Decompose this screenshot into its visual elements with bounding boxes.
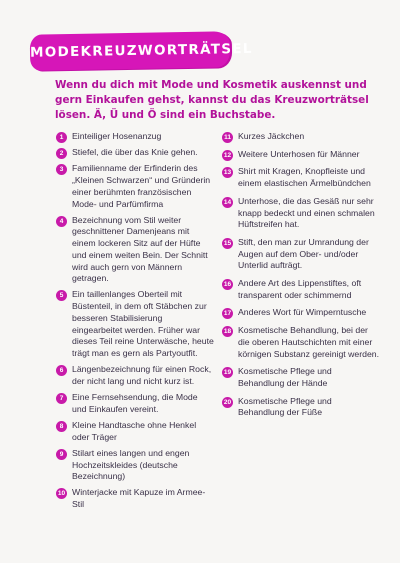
clue-item: [222, 166, 380, 189]
clue-text: Kosmetische Pflege und Behandlung der Hände: [238, 366, 332, 388]
clue-item: [56, 420, 214, 443]
clue-number-badge: 4: [56, 216, 67, 227]
clue-number-badge: 19: [223, 369, 232, 377]
instructions-text: Wenn du dich mit Mode und Kosmetik auskennst und gern Einkaufen gehst, kannst du das Kreuzworträtsel lösen. Ä, Ü und Ö sind ein Buchstabe.: [55, 79, 369, 121]
clue-number-badge: 7: [56, 393, 67, 404]
clue-number-badge: 12: [223, 151, 232, 159]
clue-text: Andere Art des Lippenstiftes, oft transparent oder schimmernd: [238, 278, 362, 300]
clue-item: [222, 149, 380, 161]
clue-text: Anderes Wort für Wimperntusche: [238, 307, 367, 318]
clue-number-badge: 17: [223, 310, 232, 318]
clue-item: [56, 289, 214, 359]
clue-item: [222, 307, 380, 319]
clue-text: Längenbezeichnung für einen Rock, der nicht lang und nicht kurz ist.: [72, 364, 212, 386]
clue-list-right: [222, 131, 380, 419]
clue-number-badge: 20: [223, 398, 232, 406]
clue-text: Einteiliger Hosenanzug: [72, 131, 162, 141]
clue-text: Unterhose, die das Gesäß nur sehr knapp bedeckt und einen schmalen Hüftstreifen hat.: [238, 195, 375, 230]
clue-item: [222, 237, 380, 272]
clue-item: [56, 487, 214, 510]
clue-item: [222, 366, 380, 389]
clue-number-badge: 10: [57, 490, 66, 498]
clue-number-badge: 15: [223, 239, 232, 247]
clue-number-badge: 13: [223, 169, 232, 177]
clue-number-badge: 14: [223, 198, 232, 206]
clue-number-badge: 5: [56, 290, 67, 301]
clue-item: [56, 163, 214, 210]
clue-number-badge: 3: [56, 164, 67, 175]
clue-number-badge: 8: [56, 421, 67, 432]
clue-number-badge: 9: [56, 449, 67, 460]
clue-number-badge: 1: [56, 132, 67, 143]
clue-text: Familienname der Erfinderin des „Kleinen Schwarzen“ und Gründerin einer berühmten französischen Mode- und Parfümfirma: [72, 163, 211, 209]
clue-number-badge: 2: [56, 148, 67, 159]
clue-text: Kosmetische Behandlung, bei der die oberen Hautschichten mit einer körnigen Substanz gereinigt werden.: [238, 325, 380, 359]
clue-item: [56, 448, 214, 483]
clue-item: [56, 392, 214, 415]
clue-text: Kleine Handtasche ohne Henkel oder Träger: [72, 419, 197, 442]
clue-item: [222, 196, 380, 231]
clue-text: Bezeichnung vom Stil weiter geschnittener Damenjeans mit einem lockeren Sitz auf der Hüfte und einem weiten Bein. Der Schnitt wird auch gern von Männern getragen.: [72, 214, 208, 284]
clue-item: [56, 215, 214, 285]
clue-text: Stiefel, die über das Knie gehen.: [72, 147, 198, 158]
clue-text: Eine Fernsehsendung, die Mode und Einkaufen vereint.: [72, 392, 198, 414]
clue-item: [222, 131, 380, 143]
title-banner: [29, 31, 253, 70]
clue-item: [56, 364, 214, 387]
clue-text: Stift, den man zur Umrandung der Augen auf dem Ober- und/oder Unterlid aufträgt.: [238, 236, 369, 271]
clue-list-left: [56, 131, 214, 511]
clue-number-badge: 11: [222, 132, 233, 143]
clue-text: Kosmetische Pflege und Behandlung der Füße: [238, 395, 332, 418]
clue-number-badge: 6: [56, 365, 67, 376]
clue-item: [222, 278, 380, 301]
clue-text: Weitere Unterhosen für Männer: [238, 148, 360, 159]
clue-item: [56, 131, 214, 143]
clue-item: [222, 396, 380, 419]
clue-text: Winterjacke mit Kapuze im Armee-Stil: [72, 487, 206, 510]
clue-text: Kurzes Jäckchen: [238, 131, 305, 141]
clue-text: Shirt mit Kragen, Knopfleiste und einem elastischen Ärmelbündchen: [238, 166, 371, 189]
clue-number-badge: 18: [223, 328, 232, 336]
page-title: MODEKREUZWORTRÄTSEL: [29, 40, 253, 61]
clue-text: Stilart eines langen und engen Hochzeitskleides (deutsche Bezeichnung): [72, 447, 190, 482]
clue-item: [222, 325, 380, 360]
clue-number-badge: 16: [223, 281, 232, 289]
clue-item: [56, 147, 214, 159]
clue-text: Ein taillenlanges Oberteil mit Büstenteil, in dem oft Stäbchen zur besseren Stabilisierung eingearbeitet werden. Früher war dieses Teil reine Unterwäsche, heute trägt man es gern als Partyoutfit.: [72, 289, 214, 358]
